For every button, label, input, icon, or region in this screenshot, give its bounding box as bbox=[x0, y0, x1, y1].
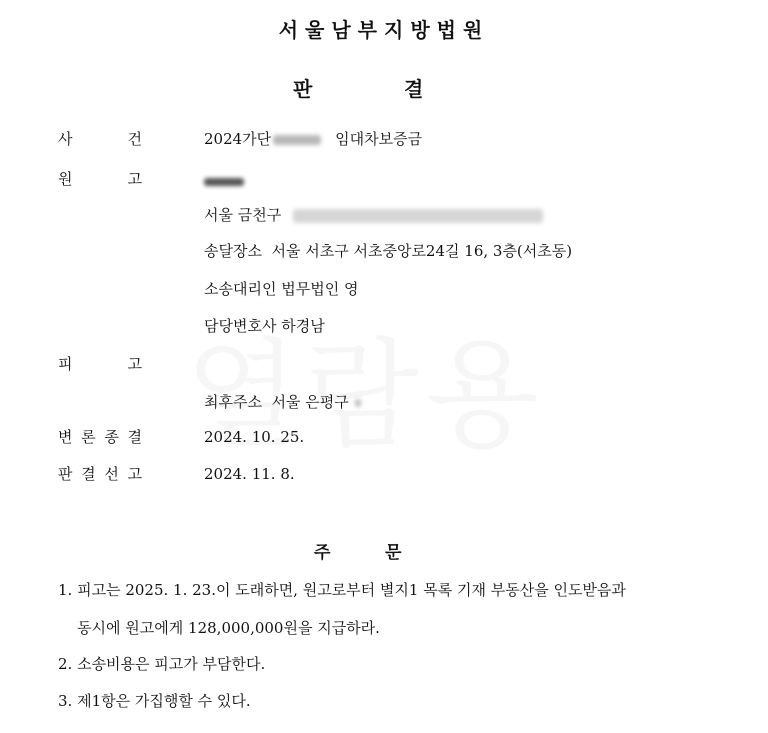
case-title: 임대차보증금 bbox=[335, 130, 423, 148]
order-item-1-cont: 동시에 원고에게 128,000,000원을 지급하라. bbox=[58, 619, 380, 637]
service-address: 송달장소 서울 서초구 서초중앙로24길 16, 3층(서초동) bbox=[204, 242, 573, 260]
closing-date: 2024. 10. 25. bbox=[204, 428, 305, 446]
order-item-2: 2. 소송비용은 피고가 부담한다. bbox=[58, 655, 266, 673]
redaction-block bbox=[273, 135, 321, 145]
case-label: 사 건 bbox=[58, 130, 142, 148]
order-item-3: 3. 제1항은 가집행할 수 있다. bbox=[58, 692, 251, 710]
redaction-block bbox=[293, 209, 543, 223]
judgment-date: 2024. 11. 8. bbox=[204, 465, 295, 483]
redaction-block bbox=[355, 399, 361, 407]
order-item-1: 1. 피고는 2025. 1. 23.이 도래하면, 원고로부터 별지1 목록 기재 부동산을 인도받음과 bbox=[58, 581, 626, 599]
attorney: 소송대리인 법무법인 영 bbox=[204, 280, 359, 298]
case-number bbox=[204, 128, 422, 150]
defendant-last-address: 최후주소 서울 은평구 bbox=[204, 393, 349, 411]
order-title-right: 문 bbox=[385, 543, 402, 563]
plaintiff-label: 원 고 bbox=[58, 170, 142, 188]
plaintiff-address: 서울 금천구 bbox=[204, 206, 282, 224]
doc-type-right: 결 bbox=[404, 77, 424, 101]
order-title-left: 주 bbox=[314, 543, 331, 563]
plaintiff-name bbox=[204, 168, 244, 190]
defendant-label: 피 고 bbox=[58, 355, 142, 373]
case-number-prefix: 2024가단 bbox=[204, 130, 272, 148]
doc-type-left: 판 bbox=[293, 77, 313, 101]
judgment-label: 판 결 선 고 bbox=[58, 465, 142, 483]
court-name: 서울남부지방법원 bbox=[278, 18, 490, 42]
redaction-block bbox=[204, 178, 244, 186]
lawyer: 담당변호사 하경남 bbox=[204, 317, 325, 335]
closing-label: 변 론 종 결 bbox=[58, 428, 142, 446]
